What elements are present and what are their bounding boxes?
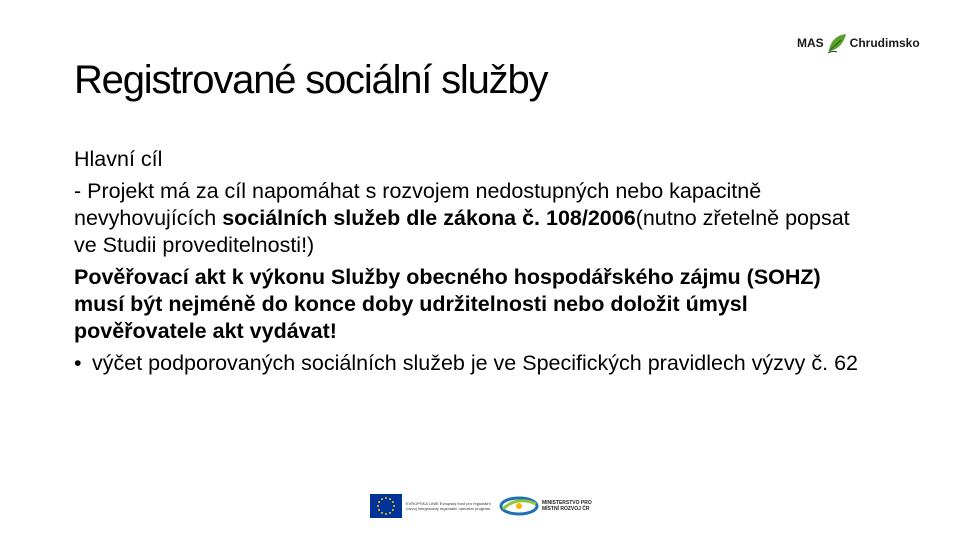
slide-content <box>74 146 874 377</box>
paragraph-goal-suffix: (nutno zřetelně popsat ve Studii proveditelnosti!) <box>74 206 850 257</box>
ministry-text: MINISTERSTVO PRO MÍSTNÍ ROZVOJ ČR <box>542 500 592 512</box>
paragraph-goal-bold: sociálních služeb dle zákona č. 108/2006 <box>222 206 636 230</box>
leaf-icon <box>826 32 848 54</box>
mas-chrudimsko-logo <box>797 30 920 56</box>
footer-logos <box>370 494 602 518</box>
paragraph-goal <box>74 178 874 259</box>
bullet-text: výčet podporovaných sociálních služeb je ve Specifických pravidlech výzvy č. 62 <box>92 351 859 375</box>
paragraph-goal-prefix: - Projekt má za cíl napomáhat s rozvojem nedostupných nebo kapacitně nevyhovujících <box>74 179 762 230</box>
content-heading: Hlavní cíl <box>74 147 163 171</box>
bullet-symbol: • <box>74 351 82 375</box>
eu-text: EVROPSKÁ UNIE Evropský fond pro regionální rozvoj Integrovaný regionální operační program <box>406 501 491 511</box>
paragraph-sohz <box>74 264 874 345</box>
bullet-item <box>74 350 874 377</box>
ministry-logo-icon <box>498 494 540 518</box>
eu-flag-icon <box>370 494 402 518</box>
slide-title: Registrované sociální služby <box>74 58 548 102</box>
logo-left-text: MAS <box>797 36 824 50</box>
paragraph-sohz-bold: Pověřovací akt k výkonu Služby obecného hospodářského zájmu (SOHZ) musí být nejméně do konce doby udržitelnosti nebo doložit úmysl pověřovatele akt vydávat! <box>74 265 821 343</box>
logo-right-text: Chrudimsko <box>849 36 920 50</box>
